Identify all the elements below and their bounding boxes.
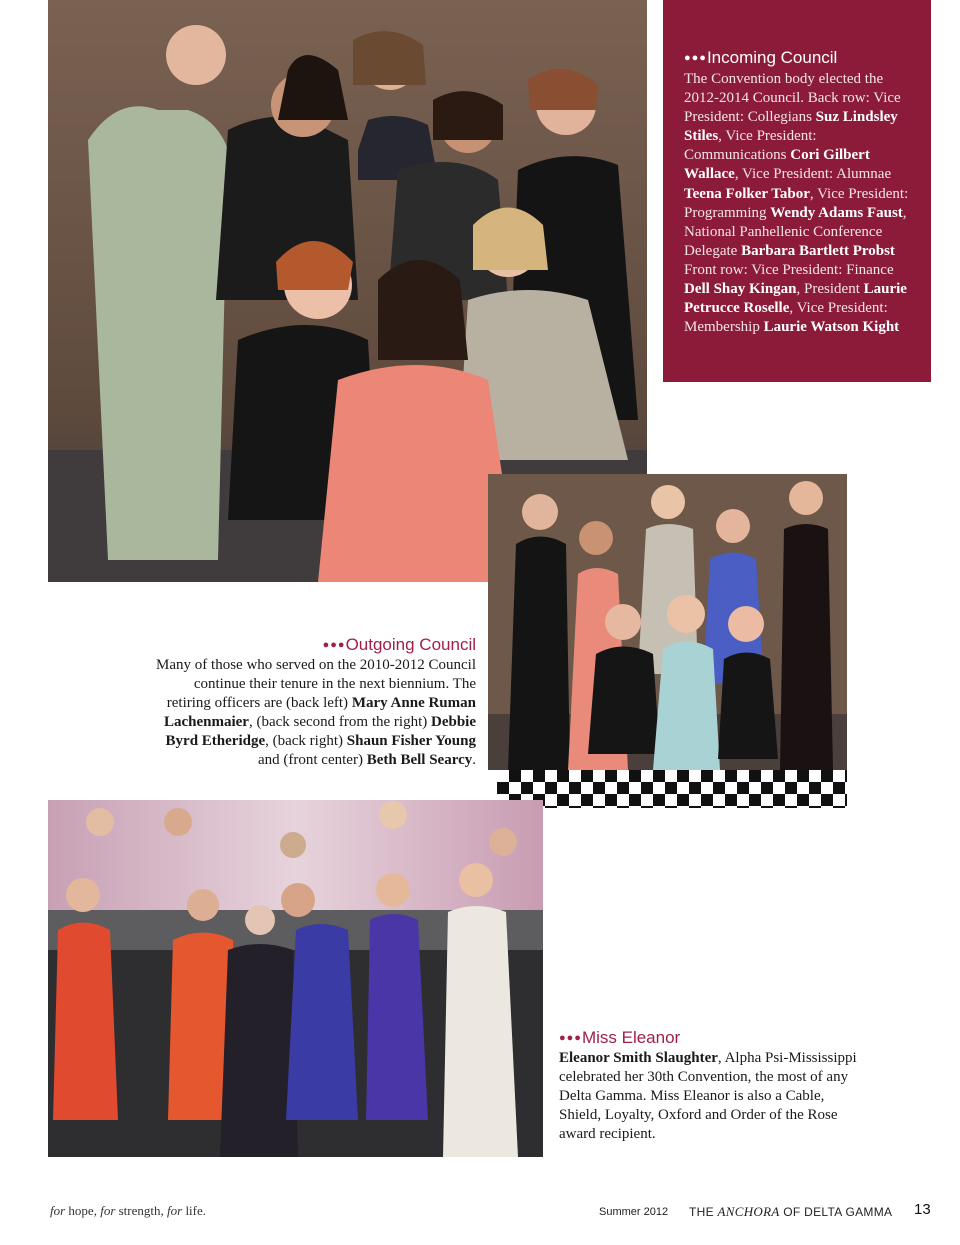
tagline-strength: strength,: [115, 1203, 168, 1218]
incoming-council-heading: [684, 48, 917, 68]
bold-name-run: Laurie Petrucce Roselle: [684, 281, 907, 317]
miss-eleanor-body: [559, 1049, 869, 1144]
miss-eleanor-photo-image: [48, 800, 543, 1157]
bold-name-run: Debbie Byrd Etheridge: [165, 714, 476, 750]
outgoing-council-caption: [150, 635, 476, 771]
bold-name-run: Laurie Watson Kight: [763, 319, 900, 336]
text-run: Front row: Vice President: Finance: [684, 261, 894, 278]
miss-eleanor-heading: [559, 1028, 869, 1048]
bold-name-run: Teena Folker Tabor: [684, 185, 810, 202]
text-run: , President: [796, 281, 864, 298]
bullet-dots-icon: ●●●: [684, 52, 707, 64]
bold-name-run: Mary Anne Ruman Lachenmaier: [163, 695, 476, 731]
text-run: , Vice President: Membership: [684, 300, 888, 336]
text-run: , Vice President: Alumnae: [734, 166, 892, 183]
footer-magazine-title: [689, 1204, 892, 1220]
footer-issue-date: Summer 2012: [599, 1206, 669, 1218]
outgoing-council-photo: [488, 474, 847, 770]
text-run: , (back right): [265, 733, 347, 750]
bold-name-run: Wendy Adams Faust: [770, 204, 903, 221]
text-run: , (back second from the right): [248, 714, 431, 731]
bullet-dots-icon: ●●●: [559, 1032, 582, 1044]
checkerboard-decoration: [497, 770, 847, 808]
text-run: , Alpha Psi-Mississippi celebrated her 30th Convention, the most of any Delta Gamma. Miss Eleanor is also a Cable, Shield, Loyalty, Oxford and Order of the Rose award recipient.: [559, 1050, 857, 1143]
incoming-council-heading-text: Incoming Council: [706, 48, 838, 67]
footer-tagline: [50, 1203, 206, 1219]
text-run: and (front center): [258, 752, 367, 769]
tagline-for-1: for: [50, 1203, 66, 1218]
miss-eleanor-heading-text: Miss Eleanor: [581, 1028, 681, 1047]
miss-eleanor-photo: [48, 800, 543, 1157]
text-run: , National Panhellenic Conference Delegate: [684, 204, 907, 259]
text-run: The Convention body elected the 2012-2014 Council. Back row: Vice President: Collegians: [684, 71, 901, 126]
incoming-council-body: [684, 70, 917, 337]
page-number: 13: [914, 1201, 931, 1218]
text-run: , Vice President: Programming: [684, 185, 909, 221]
outgoing-council-body: [150, 656, 476, 771]
text-run: , Vice President: Communications: [684, 128, 817, 164]
tagline-hope: hope,: [65, 1203, 101, 1218]
text-run: Many of those who served on the 2010-2012 Council continue their tenure in the next biennium. The retiring officers are (back left): [156, 657, 476, 712]
outgoing-council-heading: [150, 635, 476, 655]
miss-eleanor-caption: [559, 1028, 869, 1144]
bold-name-run: Shaun Fisher Young: [346, 733, 476, 750]
magazine-title-suffix: OF DELTA GAMMA: [779, 1205, 893, 1219]
magazine-title-anchora: ANCHORA: [717, 1204, 780, 1219]
magazine-title-prefix: THE: [689, 1205, 718, 1219]
bold-name-run: Dell Shay Kingan: [684, 281, 797, 298]
tagline-life: life.: [182, 1203, 207, 1218]
tagline-for-3: for: [167, 1203, 183, 1218]
outgoing-council-photo-image: [488, 474, 847, 770]
bold-name-run: Beth Bell Searcy: [366, 752, 473, 769]
tagline-for-2: for: [100, 1203, 116, 1218]
incoming-council-caption-box: [663, 0, 931, 382]
bullet-dots-icon: ●●●: [322, 639, 346, 651]
bold-name-run: Barbara Bartlett Probst: [741, 242, 895, 259]
text-run: .: [472, 752, 476, 769]
bold-name-run: Suz Lindsley Stiles: [684, 109, 898, 145]
outgoing-council-heading-text: Outgoing Council: [345, 635, 476, 654]
bold-name-run: Eleanor Smith Slaughter: [559, 1050, 718, 1066]
bold-name-run: Cori Gilbert Wallace: [684, 147, 870, 183]
